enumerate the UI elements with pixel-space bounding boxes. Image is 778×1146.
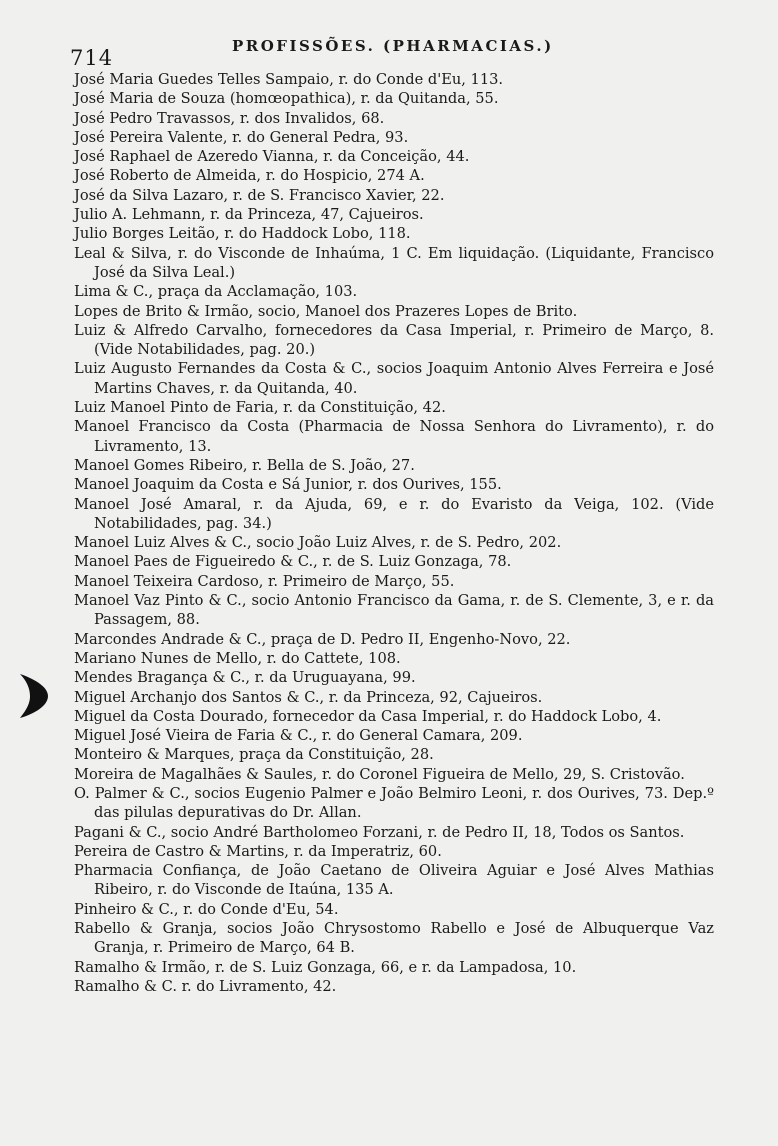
list-item: Miguel Archanjo dos Santos & C., r. da Princeza, 92, Cajueiros. xyxy=(74,688,543,706)
running-head: PROFISSÕES. (PHARMACIAS.) xyxy=(232,37,554,55)
directory-list xyxy=(74,70,714,996)
list-item: Manoel Gomes Ribeiro, r. Bella de S. João, 27. xyxy=(74,456,415,474)
list-item: Pagani & C., socio André Bartholomeo Forzani, r. de Pedro II, 18, Todos os Santos. xyxy=(74,823,685,841)
list-item: Monteiro & Marques, praça da Constituição, 28. xyxy=(74,746,434,764)
list-item: Pinheiro & C., r. do Conde d'Eu, 54. xyxy=(74,900,339,918)
list-item: Pereira de Castro & Martins, r. da Imperatriz, 60. xyxy=(74,842,442,860)
list-item: Manoel Vaz Pinto & C., socio Antonio Francisco da Gama, r. de S. Clemente, 3, e r. da Passagem, 88. xyxy=(74,592,714,629)
list-item: Ramalho & C. r. do Livramento, 42. xyxy=(74,977,337,995)
list-item: Julio Borges Leitão, r. do Haddock Lobo, 118. xyxy=(74,225,411,243)
list-item: Rabello & Granja, socios João Chrysostomo Rabello e José de Albuquerque Vaz Granja, r. Primeiro de Março, 64 B. xyxy=(74,920,714,957)
list-item: José Pereira Valente, r. do General Pedra, 93. xyxy=(74,128,409,146)
list-item: Pharmacia Confiança, de João Caetano de Oliveira Aguiar e José Alves Mathias Ribeiro, r. do Visconde de Itaúna, 135 A. xyxy=(74,862,714,899)
list-item: José Maria Guedes Telles Sampaio, r. do Conde d'Eu, 113. xyxy=(74,71,504,88)
list-item: Marcondes Andrade & C., praça de D. Pedro II, Engenho-Novo, 22. xyxy=(74,630,571,648)
list-item: Manoel Francisco da Costa (Pharmacia de Nossa Senhora do Livramento), r. do Livramento, 13. xyxy=(74,418,714,455)
list-item: Mariano Nunes de Mello, r. do Cattete, 108. xyxy=(74,649,401,667)
list-item: Julio A. Lehmann, r. da Princeza, 47, Cajueiros. xyxy=(74,206,424,224)
list-item: Lima & C., praça da Acclamação, 103. xyxy=(74,283,358,301)
list-item: Leal & Silva, r. do Visconde de Inhaúma, 1 C. Em liquidação. (Liquidante, Francisco José da Silva Leal.) xyxy=(74,244,714,281)
list-item: Mendes Bragança & C., r. da Uruguayana, 99. xyxy=(74,669,416,687)
list-item: José Raphael de Azeredo Vianna, r. da Conceição, 44. xyxy=(74,148,470,166)
list-item: Miguel da Costa Dourado, fornecedor da Casa Imperial, r. do Haddock Lobo, 4. xyxy=(74,707,662,725)
list-item: Manoel Luiz Alves & C., socio João Luiz Alves, r. de S. Pedro, 202. xyxy=(74,534,562,552)
list-item: Manoel Teixeira Cardoso, r. Primeiro de Março, 55. xyxy=(74,572,455,590)
list-item: José Pedro Travassos, r. dos Invalidos, 68. xyxy=(74,109,385,127)
list-item: Luiz Manoel Pinto de Faria, r. da Constituição, 42. xyxy=(74,399,446,417)
list-item: José da Silva Lazaro, r. de S. Francisco Xavier, 22. xyxy=(74,186,445,204)
list-item: Miguel José Vieira de Faria & C., r. do General Camara, 209. xyxy=(74,727,523,745)
list-item: José Roberto de Almeida, r. do Hospicio, 274 A. xyxy=(74,167,425,185)
list-item: José Maria de Souza (homœopathica), r. da Quitanda, 55. xyxy=(74,90,499,108)
list-item: Luiz & Alfredo Carvalho, fornecedores da Casa Imperial, r. Primeiro de Março, 8. (Vide Notabilidades, pag. 20.) xyxy=(74,321,714,359)
list-item: Manoel José Amaral, r. da Ajuda, 69, e r. do Evaristo da Veiga, 102. (Vide Notabilidades, pag. 34.) xyxy=(74,495,714,532)
list-item: Moreira de Magalhães & Saules, r. do Coronel Figueira de Mello, 29, S. Cristovão. xyxy=(74,765,685,783)
list-item: O. Palmer & C., socios Eugenio Palmer e João Belmiro Leoni, r. dos Ourives, 73. Dep.º das pilulas depurativas do Dr. Allan. xyxy=(74,784,714,822)
list-item: Luiz Augusto Fernandes da Costa & C., socios Joaquim Antonio Alves Ferreira e José Martins Chaves, r. da Quitanda, 40. xyxy=(74,360,714,397)
list-item: Lopes de Brito & Irmão, socio, Manoel dos Prazeres Lopes de Brito. xyxy=(74,302,578,320)
list-item: Manoel Joaquim da Costa e Sá Junior, r. dos Ourives, 155. xyxy=(74,476,502,494)
margin-ink-mark xyxy=(18,672,50,720)
page-number: 714 xyxy=(70,46,114,70)
list-item: Ramalho & Irmão, r. de S. Luiz Gonzaga, 66, e r. da Lampadosa, 10. xyxy=(74,958,577,976)
list-item: Manoel Paes de Figueiredo & C., r. de S. Luiz Gonzaga, 78. xyxy=(74,553,512,571)
